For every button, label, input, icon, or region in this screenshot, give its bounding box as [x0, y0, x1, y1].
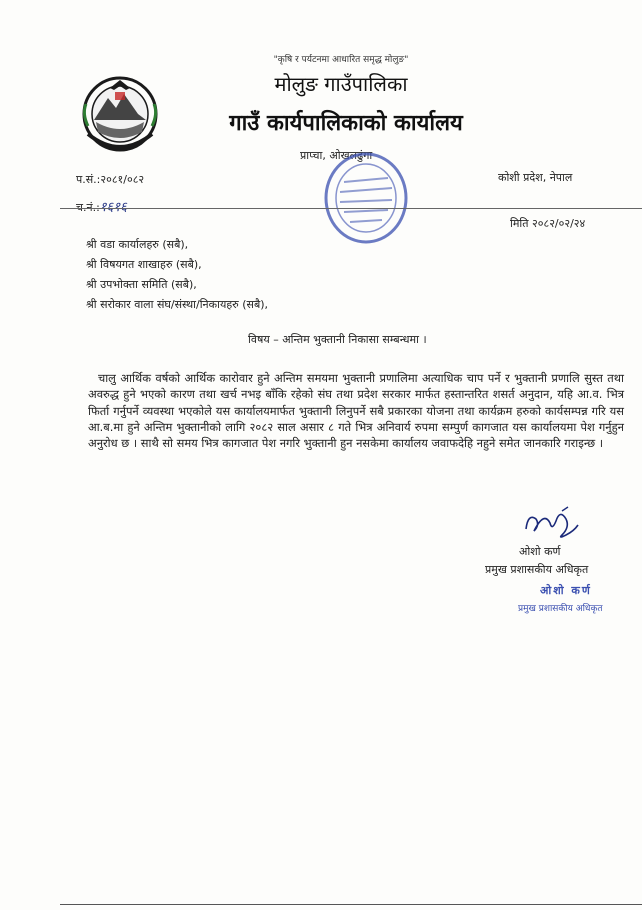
reference-number: [76, 172, 144, 187]
tagline: "कृषि र पर्यटनमा आधारित समृद्ध मोलुङ": [273, 55, 409, 65]
signatory-name: ओशो कर्ण: [519, 545, 561, 558]
office-name: गाउँ कार्यपालिकाको कार्यालय: [229, 111, 463, 136]
province-address: कोशी प्रदेश, नेपाल: [498, 171, 573, 184]
recipient-line: श्री विषयगत शाखाहरु (सबै),: [86, 258, 202, 271]
letter-body: चालु आर्थिक वर्षको आर्थिक कारोवार हुने अन्तिम समयमा भुक्तानी प्रणालिमा अत्याधिक चाप पर्ने र भुक्तानी प्रणालि सुस्त तथा अवरुद्ध हुने भएको कारण तथा खर्च नभइ बाँकि रहेको संघ तथा प्रदेश सरकार मार्फत हस्तान्तरित शसर्त अनुदान, यहि आ.व. भित्र फिर्ता गर्नुपर्ने व्यवस्था भएकोले यस कार्यालयमार्फत भुक्तानी लिनुपर्ने सबै प्रकारका योजना तथा कार्यक्रम हरुको कार्यसम्पन्न गरि यस आ.ब.मा हुने अन्तिम भुक्तानीको लागि २०८२ साल असार ८ गते भित्र अनिवार्य रुपमा सम्पुर्ण कागजात यस कार्यालयमा पेश गर्नुहुन अनुरोध छ । साथै सो समय भित्र कागजात पेश नगरि भुक्तानी हुन नसकेमा कार्यालय जवाफदेहि नहुने समेत जानकारि गराइन्छ ।: [88, 371, 624, 451]
dispatch-label: च.नं.:: [76, 201, 100, 214]
recipient-line: श्री वडा कार्यालहरु (सबै),: [86, 238, 189, 251]
dispatch-number: [76, 197, 127, 215]
office-location: प्राप्चा, ओखलढुंगा: [300, 149, 373, 162]
title-stamp: प्रमुख प्रशासकीय अधिकृत: [518, 604, 603, 614]
footer-divider: [60, 904, 642, 905]
signatory-title: प्रमुख प्रशासकीय अधिकृत: [485, 563, 589, 576]
office-stamp-seal: [318, 148, 414, 248]
handwritten-signature: [522, 505, 582, 541]
reference-value: २०८१/०८२: [100, 173, 145, 186]
letter-subject: विषय – अन्तिम भुक्तानी निकासा सम्बन्धमा ।: [248, 333, 427, 346]
name-stamp: ओशो कर्ण: [540, 584, 592, 597]
reference-label: प.सं.:: [76, 173, 101, 186]
letter-date: मिति २०८२/०२/२४: [510, 217, 586, 230]
header-divider: [60, 208, 642, 209]
municipality-name: मोलुङ गाउँपालिका: [274, 72, 408, 96]
recipient-line: श्री उपभोक्ता समिति (सबै),: [86, 278, 197, 291]
recipient-line: श्री सरोकार वाला संघ/संस्था/निकायहरु (सबै),: [86, 298, 269, 311]
dispatch-value: १६१६: [99, 200, 127, 215]
